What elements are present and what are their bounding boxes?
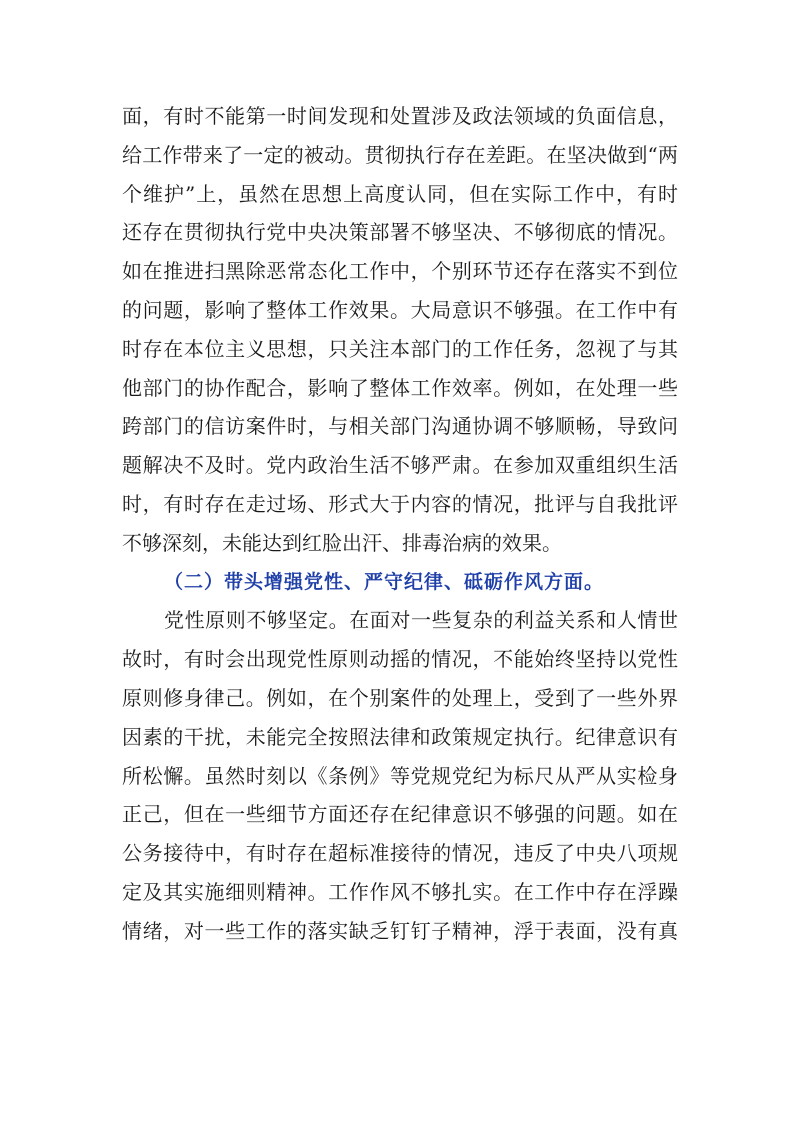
paragraph-2 (122, 601, 678, 950)
text-line: 面，有时不能第一时间发现和处置涉及政法领域的负面信息， (122, 104, 678, 128)
text-line: 因素的干扰，未能完全按照法律和政策规定执行。纪律意识有 (122, 724, 678, 749)
text-line: 时，有时存在走过场、形式大于内容的情况，批评与自我批评 (122, 491, 678, 516)
text-line: 给工作带来了一定的被动。贯彻执行存在差距。在坚决做到“两 (122, 142, 678, 167)
text-line: 还存在贯彻执行党中央决策部署不够坚决、不够彻底的情况。 (122, 220, 678, 245)
text-line: 题解决不及时。党内政治生活不够严肃。在参加双重组织生活 (122, 453, 678, 478)
text-line: 个维护”上，虽然在思想上高度认同，但在实际工作中，有时 (122, 181, 678, 206)
text-line: 情绪，对一些工作的落实缺乏钉钉子精神，浮于表面，没有真 (122, 918, 678, 943)
text-line: 原则修身律己。例如，在个别案件的处理上，受到了一些外界 (122, 685, 678, 710)
text-line: 公务接待中，有时存在超标准接待的情况，违反了中央八项规 (122, 841, 678, 866)
text-line: 不够深刻，未能达到红脸出汗、排毒治病的效果。 (122, 530, 562, 555)
text-line: 时存在本位主义思想，只关注本部门的工作任务，忽视了与其 (122, 336, 678, 361)
text-line: 所松懈。虽然时刻以《条例》等党规党纪为标尺从严从实检身 (122, 763, 678, 788)
text-line: 党性原则不够坚定。在面对一些复杂的利益关系和人情世 (164, 608, 678, 633)
document-body (122, 97, 678, 951)
text-line: 定及其实施细则精神。工作作风不够扎实。在工作中存在浮躁 (122, 879, 678, 904)
text-line: 正己，但在一些细节方面还存在纪律意识不够强的问题。如在 (122, 802, 678, 827)
text-line: 跨部门的信访案件时，与相关部门沟通协调不够顺畅，导致问 (122, 414, 678, 439)
text-line: 他部门的协作配合，影响了整体工作效率。例如，在处理一些 (122, 375, 678, 400)
section-heading: （二）带头增强党性、严守纪律、砥砺作风方面。 (164, 570, 605, 593)
paragraph-1 (122, 97, 678, 563)
text-line: 故时，有时会出现党性原则动摇的情况，不能始终坚持以党性 (122, 647, 678, 672)
text-line: 如在推进扫黑除恶常态化工作中，个别环节还存在落实不到位 (122, 259, 678, 284)
text-line: 的问题，影响了整体工作效果。大局意识不够强。在工作中有 (122, 297, 678, 322)
